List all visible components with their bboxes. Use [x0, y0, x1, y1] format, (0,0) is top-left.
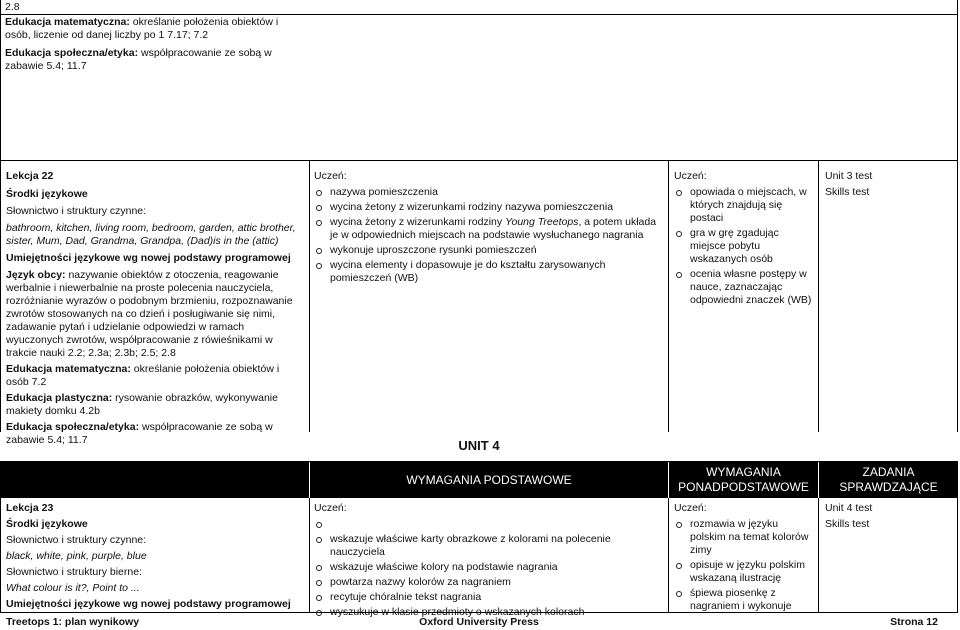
- lesson22-skills-test: Skills test: [825, 186, 870, 198]
- lesson22-slownictwo-label: Słownictwo i struktury czynne:: [6, 205, 147, 217]
- lesson22-jezyk: [6, 269, 304, 360]
- lesson23-col3-list: [674, 518, 814, 613]
- band-gap-3: [818, 462, 819, 498]
- lesson22-jezyk-label: Język obcy:: [6, 269, 66, 281]
- lesson22-col4: [825, 170, 955, 199]
- lesson22-social-text: współpracowanie ze sobą w zabawie 5.4; 11.7: [6, 421, 273, 446]
- top-math-label: Edukacja matematyczna:: [5, 16, 130, 28]
- row-divider-top: [0, 14, 958, 15]
- lesson22-art-text: rysowanie obrazków, wykonywanie makiety domku 4.2b: [6, 392, 278, 417]
- lesson23-col2: [314, 502, 664, 621]
- lesson22-umiejetnosci: Umiejętności językowe wg nowej podstawy programowej: [6, 252, 291, 264]
- header-zadania-line2: SPRAWDZAJĄCE: [839, 480, 938, 494]
- list-item: opisuje w języku polskim wskazaną ilustrację: [674, 559, 814, 585]
- lesson23-umiejetnosci: Umiejętności językowe wg nowej podstawy programowej: [6, 598, 291, 610]
- top-social-label: Edukacja społeczna/etyka:: [5, 47, 139, 59]
- list-item: [314, 216, 664, 242]
- list-item: powtarza nazwy kolorów za nagraniem: [314, 576, 664, 589]
- col-divider-right-l23: [957, 498, 958, 612]
- list-item: nazywa pomieszczenia: [314, 186, 664, 199]
- lesson22-col3-header: Uczeń:: [674, 170, 707, 182]
- lesson23-slownictwo-bierne: Słownictwo i struktury bierne:: [6, 566, 142, 578]
- table-border-left-top: [0, 0, 1, 160]
- lesson22-col2: [314, 170, 664, 287]
- lesson23-vocab: black, white, pink, purple, blue: [6, 550, 147, 562]
- lesson22-col2-list: [314, 186, 664, 285]
- lesson23-slownictwo-czynne: Słownictwo i struktury czynne:: [6, 534, 147, 546]
- lesson23-test: Unit 4 test: [825, 502, 873, 514]
- table-border-right-top: [957, 0, 958, 160]
- list-item: wycina żetony z wizerunkami rodziny nazywa pomieszczenia: [314, 201, 664, 214]
- list-item: śpiewa piosenkę z nagraniem i wykonuje: [674, 587, 814, 613]
- lesson22-math: [6, 363, 304, 389]
- lesson23-skills-test: Skills test: [825, 518, 870, 530]
- list-item: wskazuje właściwe kolory na podstawie nagrania: [314, 561, 664, 574]
- col-divider-left-l23: [0, 498, 1, 612]
- list-item: wyszukuje w klasie przedmioty o wskazanych kolorach: [314, 606, 664, 619]
- col-divider-3-l22: [818, 160, 819, 432]
- list-item: opowiada o miejscach, w których znajdują się postaci: [674, 186, 814, 225]
- lesson22-art-label: Edukacja plastyczna:: [6, 392, 113, 404]
- footer-right: Strona 12: [890, 616, 938, 628]
- lesson23-title: Lekcja 23: [6, 502, 54, 514]
- lesson22-art: [6, 392, 304, 418]
- list-item: gra w grę zgadując miejsce pobytu wskazanych osób: [674, 227, 814, 266]
- lesson22-col1: [6, 170, 304, 447]
- list-item: wycina elementy i dopasowuje je do kształtu zarysowanych pomieszczeń (WB): [314, 259, 664, 285]
- lesson22-test: Unit 3 test: [825, 170, 873, 182]
- list-item-text: wycina żetony z wizerunkami rodziny: [330, 216, 506, 228]
- lesson22-jezyk-text: nazywanie obiektów z otoczenia, reagowanie werbalnie i niewerbalnie na proste polecenia nauczyciela, rozróżnianie wyrazów o podobnym brzmieniu, rozpoznawanie zwrotów stosowanych na co dzień i posługiwanie się nimi, zadawanie pytań i udzielanie odpowiedzi w ramach wyuczonych zwrotów, współpracowanie z rówieśnikami w trakcie nauki 2.2; 2.3a; 2.3b; 2.5; 2.8: [6, 269, 293, 359]
- top-cell-content: [5, 16, 305, 73]
- lesson22-math-label: Edukacja matematyczna:: [6, 363, 131, 375]
- header-band-wymagania-podstawowe: [310, 462, 668, 498]
- band-gap-2: [668, 462, 669, 498]
- list-item: rozmawia w języku polskim na temat kolorów zimy: [674, 518, 814, 557]
- list-item: [314, 518, 664, 531]
- lesson23-col4: [825, 502, 955, 531]
- col-divider-2-l22: [668, 160, 669, 432]
- lesson23-col1: [6, 502, 304, 611]
- col-divider-left-l22: [0, 160, 1, 432]
- lesson23-col3-header: Uczeń:: [674, 502, 707, 514]
- header-zadania-line1: ZADANIA: [862, 465, 915, 479]
- lesson22-social-label: Edukacja społeczna/etyka:: [6, 421, 140, 433]
- col-divider-1-l22: [309, 160, 310, 432]
- lesson23-col2-list: [314, 518, 664, 619]
- header-band-empty: [0, 462, 309, 498]
- col-divider-right-l22: [957, 160, 958, 432]
- top-social-text: współpracowanie ze sobą w zabawie 5.4; 11.7: [5, 47, 272, 72]
- list-item: recytuje chóralnie tekst nagrania: [314, 591, 664, 604]
- list-item: wskazuje właściwe karty obrazkowe z kolorami na polecenie nauczyciela: [314, 533, 664, 559]
- row-divider-lesson22: [0, 160, 958, 161]
- header-band-zadania: [819, 462, 958, 498]
- top-social-line: [5, 47, 305, 73]
- footer-left: Treetops 1: plan wynikowy: [6, 616, 140, 628]
- header-band-wymagania-ponadpodstawowe: [669, 462, 818, 498]
- lesson23-col3: [674, 502, 814, 615]
- top-math-text: określanie położenia obiektów i osób, liczenie od danej liczby po 1 7.17; 7.2: [5, 16, 279, 41]
- unit-title: UNIT 4: [458, 438, 500, 453]
- lesson22-math-text: określanie położenia obiektów i osób 7.2: [6, 363, 280, 388]
- list-item-italic: Young Treetops: [505, 216, 579, 228]
- lesson22-vocab: bathroom, kitchen, living room, bedroom, garden, attic brother, sister, Mum, Dad, Grandma, Grandpa, (Dad)is in the (attic): [6, 222, 296, 247]
- header-wymagania-ponad-line2: PONADPODSTAWOWE: [678, 480, 809, 494]
- list-item: ocenia własne postępy w nauce, zaznaczając odpowiedni znaczek (WB): [674, 268, 814, 307]
- lesson23-col2-header: Uczeń:: [314, 502, 347, 514]
- lesson22-title: Lekcja 22: [6, 170, 54, 182]
- col-divider-3-l23: [818, 498, 819, 612]
- list-item-text: , a potem układa je w odpowiednich miejscach na podstawie wysłuchanego nagrania: [330, 216, 657, 241]
- lesson22-col2-header: Uczeń:: [314, 170, 347, 182]
- col-divider-1-l23: [309, 498, 310, 612]
- top-math-line: [5, 16, 305, 42]
- list-item: wykonuje uproszczone rysunki pomieszczeń: [314, 244, 664, 257]
- header-wymagania-ponad-line1: WYMAGANIA: [706, 465, 781, 479]
- lesson23-bierne-text: What colour is it?, Point to ...: [6, 582, 140, 594]
- lesson22-col3: [674, 170, 814, 309]
- band-gap-1: [309, 462, 310, 498]
- lesson23-srodki: Środki językowe: [6, 518, 88, 530]
- col-divider-2-l23: [668, 498, 669, 612]
- lesson22-col3-list: [674, 186, 814, 307]
- header-wymagania-podstawowe: WYMAGANIA PODSTAWOWE: [406, 473, 572, 487]
- section-number: 2.8: [5, 1, 20, 13]
- lesson22-srodki: Środki językowe: [6, 188, 88, 200]
- footer-center: Oxford University Press: [419, 616, 539, 628]
